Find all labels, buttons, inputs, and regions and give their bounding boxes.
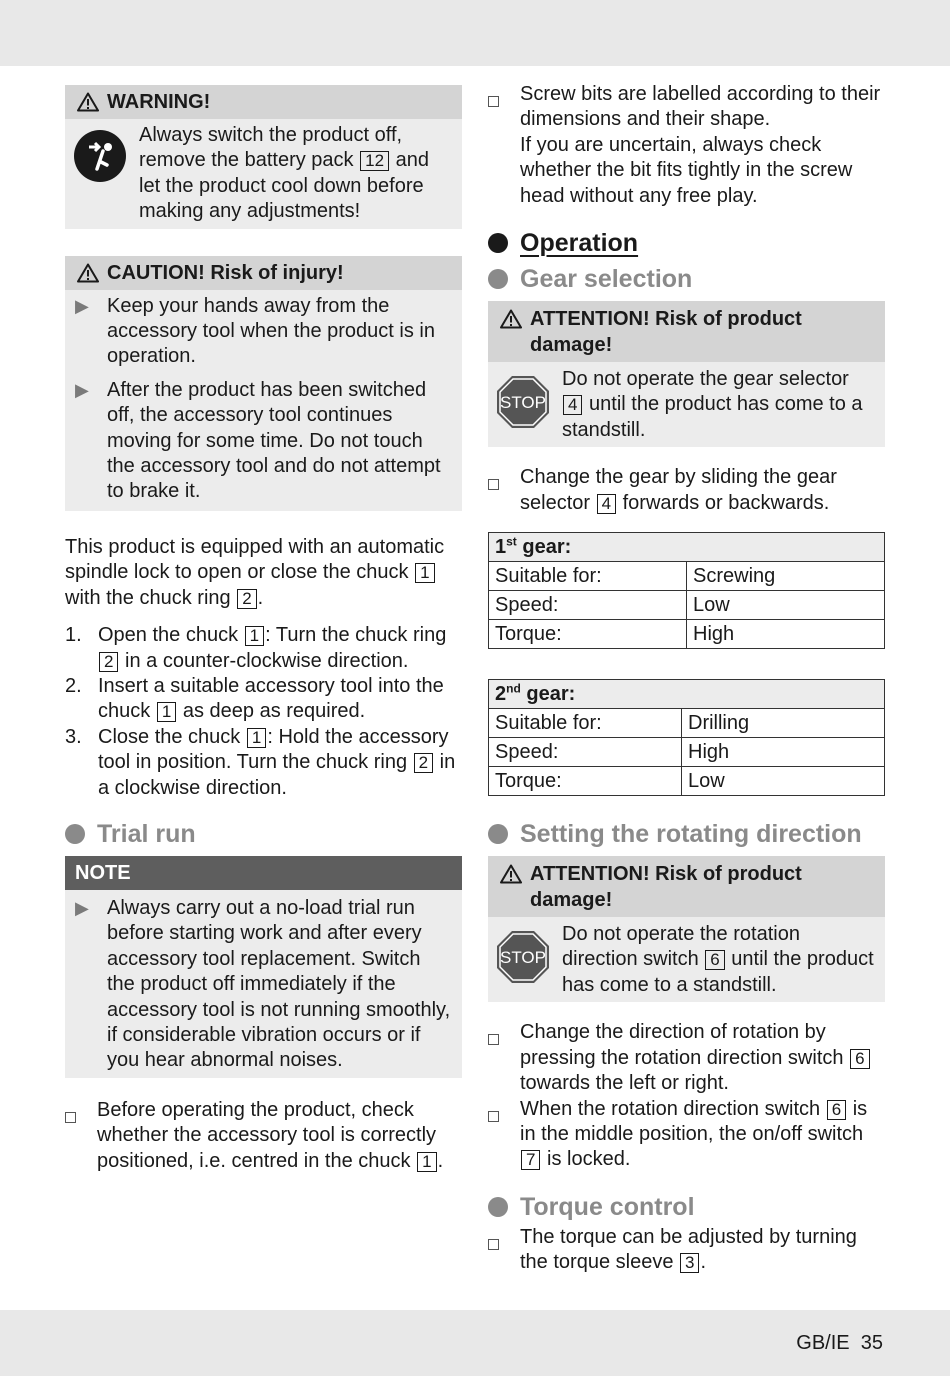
caution-header: [65, 256, 462, 290]
table-row: Torque: High: [489, 620, 885, 649]
caution-bullet: ▶ After the product has been switched off, the accessory tool continues moving for some time. Do not touch the accessory tool and do not attempt to brake it.: [65, 376, 462, 511]
caution-bullet: ▶ Keep your hands away from the accessory tool when the product is in operation.: [65, 290, 462, 376]
list-item: 2. Insert a suitable accessory tool into the chuck 1 as deep as required.: [65, 674, 444, 723]
ref-chuck: 1: [415, 563, 434, 583]
checklist-item: Change the direction of rotation by pressing the rotation direction switch 6 towards the left or right.: [488, 1020, 885, 1096]
warning-box: [65, 85, 462, 229]
note-bullet: ▶ Always carry out a no-load trial run before starting work and after every accessory tool replacement. Switch the product off immediately if the accessory tool is not running smoothly, if considerable vibration occurs or if you hear abnormal noises.: [65, 890, 462, 1078]
page-number: GB/IE 35: [796, 1332, 883, 1354]
checklist-item: When the rotation direction switch 6 is in the middle position, the on/off switch 7 is locked.: [488, 1097, 885, 1173]
stop-sign-icon: [496, 375, 550, 429]
list-item: 1. Open the chuck 1 : Turn the chuck ring 2 in a counter-clockwise direction.: [65, 624, 447, 672]
attention-header: ATTENTION! Risk of product damage!: [488, 301, 885, 362]
table-row: Suitable for: Drilling: [489, 709, 885, 738]
warning-triangle-icon: [77, 263, 99, 283]
checkbox-bullet-icon: [488, 1111, 499, 1122]
second-gear-table: [488, 679, 885, 796]
operation-heading: Operation: [488, 227, 885, 259]
warning-header: [65, 85, 462, 119]
ref-battery-pack: 12: [360, 151, 389, 171]
attention-text: Do not operate the gear selector 4 until the product has come to a standstill.: [562, 368, 863, 441]
switch-off-icon: [73, 129, 127, 183]
heading-dot-icon: [488, 1197, 508, 1217]
warning-text: Always switch the product off, remove the battery pack 12 and let the product cool down before making any adjustments!: [139, 124, 429, 223]
first-gear-table: [488, 532, 885, 649]
torque-control-heading: Torque control: [488, 1191, 885, 1223]
heading-dot-icon: [488, 233, 508, 253]
table-row: Speed: Low: [489, 591, 885, 620]
warning-title: WARNING!: [107, 91, 211, 113]
heading-dot-icon: [488, 269, 508, 289]
rotation-list: [488, 1020, 885, 1172]
note-header: NOTE: [65, 856, 462, 890]
steps-list: [65, 623, 462, 801]
table-row: Speed: High: [489, 738, 885, 767]
warning-triangle-icon: [500, 309, 522, 329]
checkbox-bullet-icon: [488, 1239, 499, 1250]
caution-box: [65, 256, 462, 511]
gear-selection-heading: Gear selection: [488, 263, 885, 295]
attention-box-rotation: [488, 856, 885, 1002]
rotating-direction-heading: Setting the rotating direction: [488, 818, 885, 850]
svg-text:STOP: STOP: [500, 948, 546, 968]
note-box: [65, 856, 462, 1078]
checklist-item: The torque can be adjusted by turning the torque sleeve 3 .: [488, 1225, 885, 1276]
caution-title: CAUTION! Risk of injury!: [107, 261, 344, 284]
checkbox-bullet-icon: [65, 1112, 76, 1123]
checkbox-bullet-icon: [488, 96, 499, 107]
attention-box-gear: [488, 301, 885, 447]
checklist-item: Change the gear by sliding the gear selector 4 forwards or backwards.: [488, 465, 885, 516]
attention-text: Do not operate the rotation direction switch 6 until the product has come to a standstill.: [562, 923, 874, 996]
table-row: Torque: Low: [489, 767, 885, 796]
left-column: [65, 82, 462, 1174]
attention-header: ATTENTION! Risk of product damage!: [488, 856, 885, 917]
table-row: Suitable for: Screwing: [489, 562, 885, 591]
header-band: [0, 0, 950, 66]
arrow-bullet-icon: ▶: [75, 295, 89, 316]
trial-run-heading: Trial run: [65, 818, 462, 850]
svg-text:STOP: STOP: [500, 393, 546, 413]
arrow-bullet-icon: ▶: [75, 897, 89, 918]
table-title: 2nd gear:: [489, 680, 885, 709]
checklist-item: Before operating the product, check whether the accessory tool is correctly positioned, i.e. centred in the chuck 1 .: [65, 1098, 462, 1174]
checklist-item: Screw bits are labelled according to their dimensions and their shape. If you are uncertain, always check whether the bit fits tightly in the screw head without any free play.: [488, 82, 885, 209]
stop-sign-icon: [496, 930, 550, 984]
checkbox-bullet-icon: [488, 1034, 499, 1045]
warning-triangle-icon: [77, 92, 99, 112]
heading-dot-icon: [65, 824, 85, 844]
warning-triangle-icon: [500, 864, 522, 884]
ref-chuck-ring: 2: [237, 589, 256, 609]
checkbox-bullet-icon: [488, 479, 499, 490]
list-item: 3. Close the chuck 1 : Hold the accessory tool in position. Turn the chuck ring 2 in a clockwise direction.: [65, 725, 456, 799]
heading-dot-icon: [488, 824, 508, 844]
right-column: [488, 82, 885, 1276]
arrow-bullet-icon: ▶: [75, 379, 89, 400]
table-title: 1st gear:: [489, 533, 885, 562]
spindle-lock-paragraph: This product is equipped with an automatic spindle lock to open or close the chuck 1 with the chuck ring 2 .: [65, 535, 445, 609]
